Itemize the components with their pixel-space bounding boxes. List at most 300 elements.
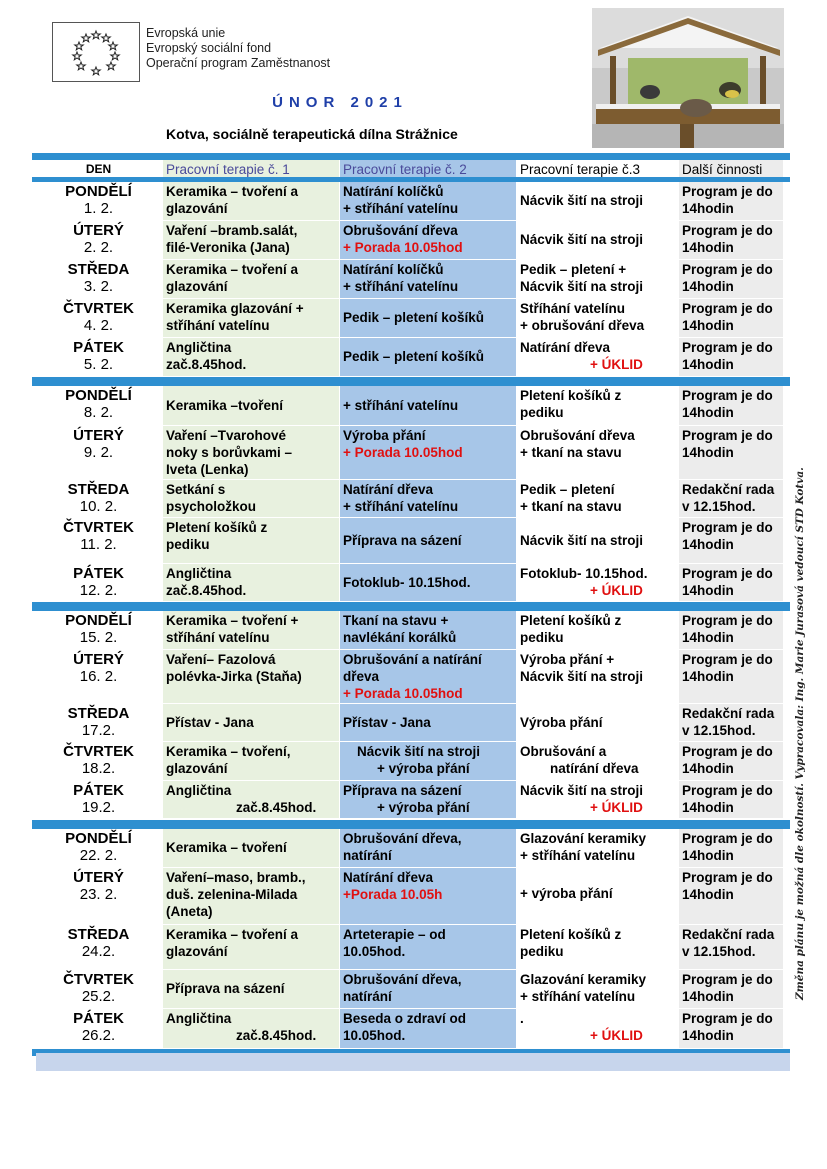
day-cell <box>39 742 158 780</box>
day-date: 19.2. <box>81 799 116 816</box>
p3-line: + ÚKLID <box>590 357 643 372</box>
other-cell <box>679 426 783 479</box>
p2-line: Obrušování dřeva, <box>343 972 462 987</box>
other-line: 14hodin <box>682 887 734 902</box>
day-name: ČTVRTEK <box>63 971 134 988</box>
day-name: ÚTERÝ <box>73 427 124 444</box>
table-band <box>32 377 790 386</box>
p2-line: Natírání kolíčků <box>343 262 444 277</box>
day-cell <box>39 829 158 867</box>
day-name: STŘEDA <box>67 926 130 943</box>
other-line: Redakční rada <box>682 927 775 942</box>
day-date: 4. 2. <box>83 317 114 334</box>
p1-cell <box>163 970 339 1008</box>
other-cell <box>679 925 783 969</box>
p3-line: Pletení košíků z <box>520 927 622 942</box>
p1-line: polévka-Jirka (Staňa) <box>166 669 302 684</box>
p2-line: Pedik – pletení košíků <box>343 349 485 364</box>
p3-line: Nácvik šití na stroji <box>520 783 644 798</box>
p1-cell <box>163 611 339 649</box>
p1-cell <box>163 829 339 867</box>
day-cell <box>39 1009 158 1048</box>
p1-line: Keramika glazování + <box>166 301 304 316</box>
day-name: PONDĚLÍ <box>65 612 132 629</box>
p1-line: Angličtina <box>166 1011 232 1026</box>
day-name: STŘEDA <box>67 261 130 278</box>
day-name: ČTVRTEK <box>63 519 134 536</box>
other-cell <box>679 868 783 924</box>
p1-line: zač.8.45hod. <box>166 583 247 598</box>
other-cell <box>679 221 783 259</box>
p1-line: (Aneta) <box>166 904 213 919</box>
other-cell <box>679 182 783 220</box>
p1-line: duš. zelenina-Milada <box>166 887 298 902</box>
day-name: PONDĚLÍ <box>65 830 132 847</box>
day-cell <box>39 386 158 425</box>
day-name: PÁTEK <box>73 782 124 799</box>
p2-line: Výroba přání <box>343 428 426 443</box>
day-cell <box>39 925 158 969</box>
p1-cell <box>163 742 339 780</box>
day-date: 11. 2. <box>80 536 117 553</box>
p2-line: Příprava na sázení <box>343 783 462 798</box>
p1-cell <box>163 426 339 479</box>
bird-feeder-photo <box>592 8 784 148</box>
day-cell <box>39 338 158 376</box>
other-cell <box>679 829 783 867</box>
p2-line: + stříhání vatelínu <box>343 499 459 514</box>
p2-line: Příprava na sázení <box>343 533 462 548</box>
eu-flag-logo <box>52 22 140 82</box>
p3-line: + tkaní na stavu <box>520 445 622 460</box>
p3-line: + ÚKLID <box>590 1028 643 1043</box>
day-cell <box>39 970 158 1008</box>
day-date: 12. 2. <box>79 582 118 599</box>
p1-line: zač.8.45hod. <box>236 1028 317 1043</box>
other-line: 14hodin <box>682 357 734 372</box>
p3-line: + tkaní na stavu <box>520 499 622 514</box>
day-cell <box>39 426 158 479</box>
other-cell <box>679 742 783 780</box>
day-date: 18.2. <box>81 760 116 777</box>
other-line: 14hodin <box>682 240 734 255</box>
day-name: ÚTERÝ <box>73 651 124 668</box>
p2-cell <box>340 182 516 220</box>
p3-cell <box>517 260 678 298</box>
other-line: Program je do <box>682 301 773 316</box>
day-date: 2. 2. <box>83 239 114 256</box>
p3-line: Nácvik šití na stroji <box>520 669 644 684</box>
p3-line: pediku <box>520 944 564 959</box>
p2-line: Natírání dřeva <box>343 870 434 885</box>
day-cell <box>39 650 158 703</box>
table-band <box>32 820 790 829</box>
day-date: 22. 2. <box>79 847 118 864</box>
p1-line: Keramika – tvoření a <box>166 184 299 199</box>
p2-line: + stříhání vatelínu <box>343 201 459 216</box>
p2-cell <box>340 650 516 703</box>
p1-line: psycholožkou <box>166 499 257 514</box>
p2-line: dřeva <box>343 669 380 684</box>
p2-line: natírání <box>343 848 392 863</box>
p3-line: + obrušování dřeva <box>520 318 645 333</box>
p1-line: Angličtina <box>166 566 232 581</box>
p3-line: Pletení košíků z <box>520 388 622 403</box>
p2-line: Beseda o zdraví od <box>343 1011 467 1026</box>
p3-cell <box>517 518 678 563</box>
other-cell <box>679 338 783 376</box>
p1-line: noky s borůvkami – <box>166 445 293 460</box>
p2-line: + stříhání vatelínu <box>343 279 459 294</box>
p3-line: Fotoklub- 10.15hod. <box>520 566 648 581</box>
p3-cell <box>517 781 678 818</box>
p2-cell <box>340 742 516 780</box>
day-name: PÁTEK <box>73 565 124 582</box>
day-name: STŘEDA <box>67 705 130 722</box>
other-cell <box>679 480 783 517</box>
p2-line: 10.05hod. <box>343 944 406 959</box>
p2-line: Fotoklub- 10.15hod. <box>343 575 471 590</box>
other-line: Program je do <box>682 566 773 581</box>
other-line: 14hodin <box>682 800 734 815</box>
p1-line: Setkání s <box>166 482 226 497</box>
header-p3: Pracovní terapie č.3 <box>517 160 678 177</box>
p1-line: Keramika – tvoření, <box>166 744 291 759</box>
other-line: Program je do <box>682 652 773 667</box>
p1-line: Příprava na sázení <box>166 981 285 996</box>
p3-line: Natírání dřeva <box>520 340 611 355</box>
p2-line: navlékání korálků <box>343 630 457 645</box>
p3-line: + stříhání vatelínu <box>520 989 636 1004</box>
p2-line: Obrušování dřeva, <box>343 831 462 846</box>
p2-line: Přístav - Jana <box>343 715 431 730</box>
p3-cell <box>517 182 678 220</box>
other-line: Program je do <box>682 1011 773 1026</box>
p2-cell <box>340 611 516 649</box>
p1-cell <box>163 386 339 425</box>
day-cell <box>39 564 158 601</box>
day-cell <box>39 611 158 649</box>
day-date: 26.2. <box>81 1027 116 1044</box>
p2-cell <box>340 970 516 1008</box>
other-line: Program je do <box>682 831 773 846</box>
p2-line: Natírání kolíčků <box>343 184 444 199</box>
eu-line: Operační program Zaměstnanost <box>146 56 331 70</box>
p1-line: Angličtina <box>166 783 232 798</box>
p1-line: Pletení košíků z <box>166 520 268 535</box>
p1-line: Přístav - Jana <box>166 715 254 730</box>
eu-line: Evropská unie <box>146 26 226 40</box>
side-note: Změna plánu je možná dle okolností. Vypracovala: Ing. Marie Jurasová vedoucí STD Kotva. <box>794 467 806 1000</box>
day-name: ÚTERÝ <box>73 222 124 239</box>
other-line: 14hodin <box>682 989 734 1004</box>
p2-line: Obrušování dřeva <box>343 223 458 238</box>
p2-line: Obrušování a natírání <box>343 652 482 667</box>
p3-line: Stříhání vatelínu <box>520 301 626 316</box>
day-date: 1. 2. <box>83 200 114 217</box>
month-title: ÚNOR 2021 <box>272 94 408 111</box>
p3-line: Pedik – pletení <box>520 482 615 497</box>
p2-cell <box>340 426 516 479</box>
p3-cell <box>517 611 678 649</box>
other-cell <box>679 611 783 649</box>
p1-cell <box>163 704 339 741</box>
p1-cell <box>163 221 339 259</box>
day-cell <box>39 781 158 818</box>
other-line: 14hodin <box>682 405 734 420</box>
p1-line: stříhání vatelínu <box>166 630 270 645</box>
other-cell <box>679 564 783 601</box>
p2-cell <box>340 704 516 741</box>
p3-cell <box>517 386 678 425</box>
other-line: Program je do <box>682 744 773 759</box>
p3-line: natírání dřeva <box>550 761 639 776</box>
other-line: v 12.15hod. <box>682 499 756 514</box>
day-cell <box>39 299 158 337</box>
eu-line: Evropský sociální fond <box>146 41 272 55</box>
p3-line: Obrušování a <box>520 744 607 759</box>
p2-line: Tkaní na stavu + <box>343 613 449 628</box>
table-shadow <box>36 1053 790 1071</box>
day-cell <box>39 182 158 220</box>
p1-line: Keramika – tvoření + <box>166 613 299 628</box>
other-line: 14hodin <box>682 583 734 598</box>
p2-cell <box>340 260 516 298</box>
other-cell <box>679 518 783 563</box>
p1-line: Keramika – tvoření a <box>166 262 299 277</box>
p3-line: Glazování keramiky <box>520 831 647 846</box>
p2-cell <box>340 480 516 517</box>
header-other: Další činnosti <box>679 160 783 177</box>
p2-line: natírání <box>343 989 392 1004</box>
p3-cell <box>517 338 678 376</box>
p3-line: + stříhání vatelínu <box>520 848 636 863</box>
day-date: 10. 2. <box>79 498 118 515</box>
p1-cell <box>163 182 339 220</box>
day-cell <box>39 221 158 259</box>
p3-cell <box>517 564 678 601</box>
other-line: 14hodin <box>682 761 734 776</box>
other-cell <box>679 1009 783 1048</box>
other-line: 14hodin <box>682 279 734 294</box>
p3-line: . <box>520 1011 524 1026</box>
other-line: Program je do <box>682 520 773 535</box>
p3-line: Nácvik šití na stroji <box>520 279 644 294</box>
p1-line: glazování <box>166 279 228 294</box>
other-cell <box>679 386 783 425</box>
p1-cell <box>163 564 339 601</box>
p2-line: + Porada 10.05hod <box>343 686 463 701</box>
p1-line: Iveta (Lenka) <box>166 462 249 477</box>
p3-line: pediku <box>520 630 564 645</box>
p2-line: Arteterapie – od <box>343 927 446 942</box>
day-name: PONDĚLÍ <box>65 183 132 200</box>
p2-line: 10.05hod. <box>343 1028 406 1043</box>
eu-text-block <box>146 26 330 71</box>
p3-line: Výroba přání + <box>520 652 615 667</box>
p2-line: Nácvik šití na stroji <box>357 744 481 759</box>
header-p2: Pracovní terapie č. 2 <box>340 160 516 177</box>
other-cell <box>679 704 783 741</box>
p1-cell <box>163 338 339 376</box>
p3-line: + výroba přání <box>520 886 613 901</box>
other-line: Program je do <box>682 870 773 885</box>
p1-cell <box>163 650 339 703</box>
p3-line: Nácvik šití na stroji <box>520 232 644 247</box>
other-line: Program je do <box>682 262 773 277</box>
other-line: v 12.15hod. <box>682 944 756 959</box>
p1-line: zač.8.45hod. <box>166 357 247 372</box>
other-line: 14hodin <box>682 201 734 216</box>
p3-cell <box>517 650 678 703</box>
p3-cell <box>517 970 678 1008</box>
p3-cell <box>517 426 678 479</box>
day-date: 9. 2. <box>83 444 114 461</box>
p3-line: Glazování keramiky <box>520 972 647 987</box>
p1-line: filé-Veronika (Jana) <box>166 240 290 255</box>
other-cell <box>679 299 783 337</box>
p2-line: + stříhání vatelínu <box>343 398 459 413</box>
day-date: 16. 2. <box>79 668 118 685</box>
p1-cell <box>163 781 339 818</box>
day-date: 3. 2. <box>83 278 114 295</box>
other-cell <box>679 781 783 818</box>
p1-cell <box>163 260 339 298</box>
p1-cell <box>163 1009 339 1048</box>
other-line: Program je do <box>682 388 773 403</box>
other-line: Program je do <box>682 223 773 238</box>
p2-line: +Porada 10.05h <box>343 887 443 902</box>
p1-line: stříhání vatelínu <box>166 318 270 333</box>
table-band <box>32 153 790 160</box>
p2-cell <box>340 781 516 818</box>
p2-cell <box>340 518 516 563</box>
p2-cell <box>340 338 516 376</box>
other-line: 14hodin <box>682 318 734 333</box>
other-line: 14hodin <box>682 848 734 863</box>
day-cell <box>39 480 158 517</box>
day-cell <box>39 518 158 563</box>
p3-line: Pedik – pletení + <box>520 262 627 277</box>
day-name: PÁTEK <box>73 1010 124 1027</box>
p3-line: + ÚKLID <box>590 583 643 598</box>
other-line: 14hodin <box>682 630 734 645</box>
p3-cell <box>517 299 678 337</box>
other-line: Program je do <box>682 340 773 355</box>
p1-line: pediku <box>166 537 210 552</box>
p1-line: Keramika – tvoření a <box>166 927 299 942</box>
p3-line: Obrušování dřeva <box>520 428 635 443</box>
other-line: Redakční rada <box>682 706 775 721</box>
p2-cell <box>340 829 516 867</box>
p3-cell <box>517 704 678 741</box>
p2-cell <box>340 564 516 601</box>
p3-cell <box>517 829 678 867</box>
day-name: PONDĚLÍ <box>65 387 132 404</box>
p3-line: Nácvik šití na stroji <box>520 193 644 208</box>
p1-line: Angličtina <box>166 340 232 355</box>
p3-cell <box>517 925 678 969</box>
p1-line: Keramika –tvoření <box>166 398 284 413</box>
p2-cell <box>340 925 516 969</box>
page-subtitle: Kotva, sociálně terapeutická dílna Strážnice <box>166 126 458 142</box>
header-p1: Pracovní terapie č. 1 <box>163 160 339 177</box>
other-line: 14hodin <box>682 537 734 552</box>
other-line: v 12.15hod. <box>682 723 756 738</box>
day-date: 23. 2. <box>79 886 118 903</box>
day-name: ÚTERÝ <box>73 869 124 886</box>
p1-line: glazování <box>166 201 228 216</box>
p2-line: Pedik – pletení košíků <box>343 310 485 325</box>
day-date: 5. 2. <box>83 356 114 373</box>
p2-line: Natírání dřeva <box>343 482 434 497</box>
other-cell <box>679 970 783 1008</box>
other-line: Program je do <box>682 783 773 798</box>
p1-line: Vaření –bramb.salát, <box>166 223 298 238</box>
other-cell <box>679 260 783 298</box>
p2-cell <box>340 299 516 337</box>
other-line: Redakční rada <box>682 482 775 497</box>
day-name: ČTVRTEK <box>63 743 134 760</box>
day-date: 8. 2. <box>83 404 114 421</box>
p3-line: Výroba přání <box>520 715 603 730</box>
table-band <box>32 602 790 611</box>
p1-line: Vaření –Tvarohové <box>166 428 287 443</box>
p2-cell <box>340 221 516 259</box>
day-name: STŘEDA <box>67 481 130 498</box>
p1-cell <box>163 480 339 517</box>
p1-line: Keramika – tvoření <box>166 840 287 855</box>
day-cell <box>39 704 158 741</box>
p2-cell <box>340 1009 516 1048</box>
day-date: 24.2. <box>81 943 116 960</box>
p3-line: + ÚKLID <box>590 800 643 815</box>
day-date: 25.2. <box>81 988 116 1005</box>
day-date: 17.2. <box>81 722 116 739</box>
other-line: Program je do <box>682 184 773 199</box>
p2-line: + výroba přání <box>377 761 470 776</box>
day-cell <box>39 260 158 298</box>
p2-cell <box>340 386 516 425</box>
p2-line: + výroba přání <box>377 800 470 815</box>
p2-line: + Porada 10.05hod <box>343 240 463 255</box>
other-line: 14hodin <box>682 669 734 684</box>
day-cell <box>39 868 158 924</box>
day-name: PÁTEK <box>73 339 124 356</box>
p2-line: + Porada 10.05hod <box>343 445 463 460</box>
p3-line: Nácvik šití na stroji <box>520 533 644 548</box>
p3-cell <box>517 742 678 780</box>
p3-cell <box>517 868 678 924</box>
other-line: 14hodin <box>682 1028 734 1043</box>
p1-cell <box>163 868 339 924</box>
other-line: Program je do <box>682 428 773 443</box>
other-line: Program je do <box>682 972 773 987</box>
p1-line: zač.8.45hod. <box>236 800 317 815</box>
p3-cell <box>517 1009 678 1048</box>
p1-cell <box>163 518 339 563</box>
other-cell <box>679 650 783 703</box>
p1-line: glazování <box>166 944 228 959</box>
other-line: 14hodin <box>682 445 734 460</box>
other-line: Program je do <box>682 613 773 628</box>
day-name: ČTVRTEK <box>63 300 134 317</box>
p3-line: pediku <box>520 405 564 420</box>
p1-line: Vaření– Fazolová <box>166 652 276 667</box>
p1-line: glazování <box>166 761 228 776</box>
p3-line: Pletení košíků z <box>520 613 622 628</box>
p1-line: Vaření–maso, bramb., <box>166 870 306 885</box>
